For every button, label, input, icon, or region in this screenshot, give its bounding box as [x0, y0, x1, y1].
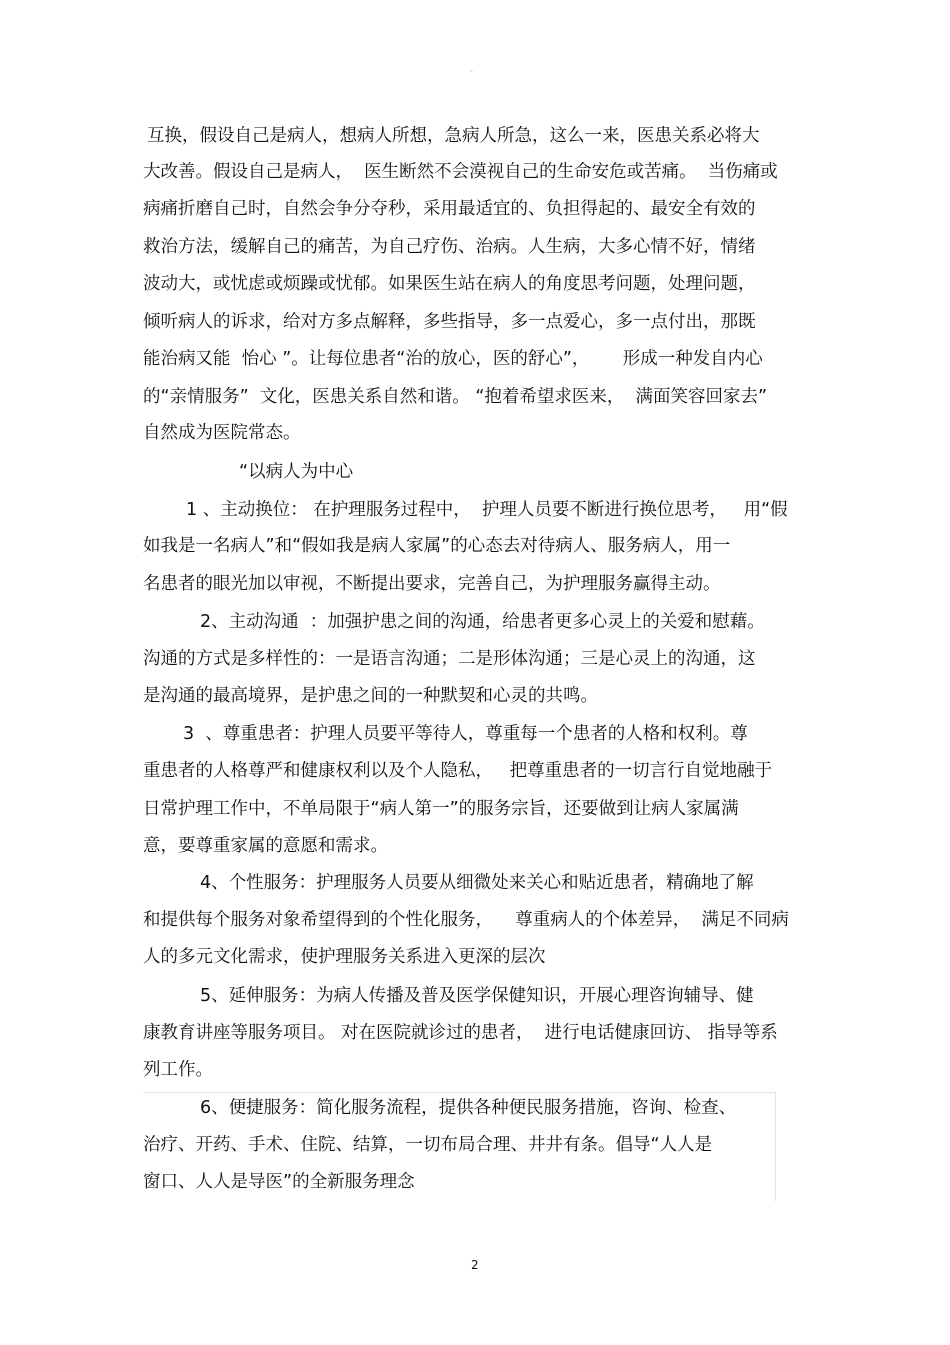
- text-line: 大改善。假设自己是病人， 医生断然不会漠视自己的生命安危或苦痛。 当伤痛或: [143, 162, 778, 182]
- text-line: 重患者的人格尊严和健康权利以及个人隐私， 把尊重患者的一切言行自觉地融于: [143, 761, 773, 781]
- top-mark: -: [470, 66, 473, 75]
- text-line: 日常护理工作中，不单局限于“病人第一”的服务宗旨，还要做到让病人家属满: [143, 799, 739, 819]
- section-heading: “以病人为中心: [239, 462, 354, 482]
- text-line: 的“亲情服务” 文化，医患关系自然和谐。 “抱着希望求医来， 满面笑容回家去”: [143, 387, 768, 407]
- text-line: 列工作。: [143, 1060, 213, 1080]
- text-line: 2、主动沟通 ：加强护患之间的沟通，给患者更多心灵上的关爱和慰藉。: [200, 612, 765, 632]
- text-line: 6、便捷服务：简化服务流程，提供各种便民服务措施，咨询、检查、: [200, 1098, 737, 1118]
- text-line: 如我是一名病人”和“假如我是病人家属”的心态去对待病人、服务病人，用一: [143, 536, 731, 556]
- text-line: 意，要尊重家属的意愿和需求。: [143, 836, 388, 856]
- text-line: 4、个性服务：护理服务人员要从细微处来关心和贴近患者，精确地了解: [200, 873, 754, 893]
- text-line: 治疗、开药、手术、住院、结算，一切布局合理、井井有条。倡导“人人是: [143, 1135, 713, 1155]
- text-line: 能治病又能 怡心 ”。让每位患者“治的放心，医的舒心”， 形成一种发自内心: [143, 349, 763, 369]
- text-line: 自然成为医院常态。: [143, 423, 301, 443]
- text-line: 5、延伸服务：为病人传播及普及医学保健知识，开展心理咨询辅导、健: [200, 986, 754, 1006]
- text-line: 3 、尊重患者：护理人员要平等待人，尊重每一个患者的人格和权利。尊: [183, 724, 748, 744]
- text-line: 康教育讲座等服务项目。 对在医院就诊过的患者， 进行电话健康回访、 指导等系: [143, 1023, 778, 1043]
- text-line: 1 、主动换位： 在护理服务过程中， 护理人员要不断进行换位思考， 用“假: [186, 500, 788, 520]
- text-line: 窗口、人人是导医”的全新服务理念: [143, 1172, 415, 1192]
- text-line: 倾听病人的诉求，给对方多点解释，多些指导，多一点爱心，多一点付出，那既: [143, 312, 756, 332]
- text-line: 救治方法，缓解自己的痛苦，为自己疗伤、治病。人生病，大多心情不好，情绪: [143, 237, 756, 257]
- text-line: 人的多元文化需求，使护理服务关系进入更深的层次: [143, 947, 546, 967]
- text-line: 波动大，或忧虑或烦躁或忧郁。如果医生站在病人的角度思考问题，处理问题，: [143, 274, 756, 294]
- text-line: 和提供每个服务对象希望得到的个性化服务， 尊重病人的个体差异， 满足不同病: [143, 910, 789, 930]
- text-line: 是沟通的最高境界，是护患之间的一种默契和心灵的共鸣。: [143, 686, 598, 706]
- text-line: 沟通的方式是多样性的：一是语言沟通；二是形体沟通；三是心灵上的沟通，这: [143, 649, 756, 669]
- text-line: 互换，假设自己是病人，想病人所想，急病人所急，这么一来，医患关系必将大: [147, 126, 760, 146]
- page-number: 2: [471, 1258, 479, 1272]
- text-line: 病痛折磨自己时，自然会争分夺秒，采用最适宜的、负担得起的、最安全有效的: [143, 199, 756, 219]
- text-line: 名患者的眼光加以审视，不断提出要求，完善自己，为护理服务赢得主动。: [143, 574, 721, 594]
